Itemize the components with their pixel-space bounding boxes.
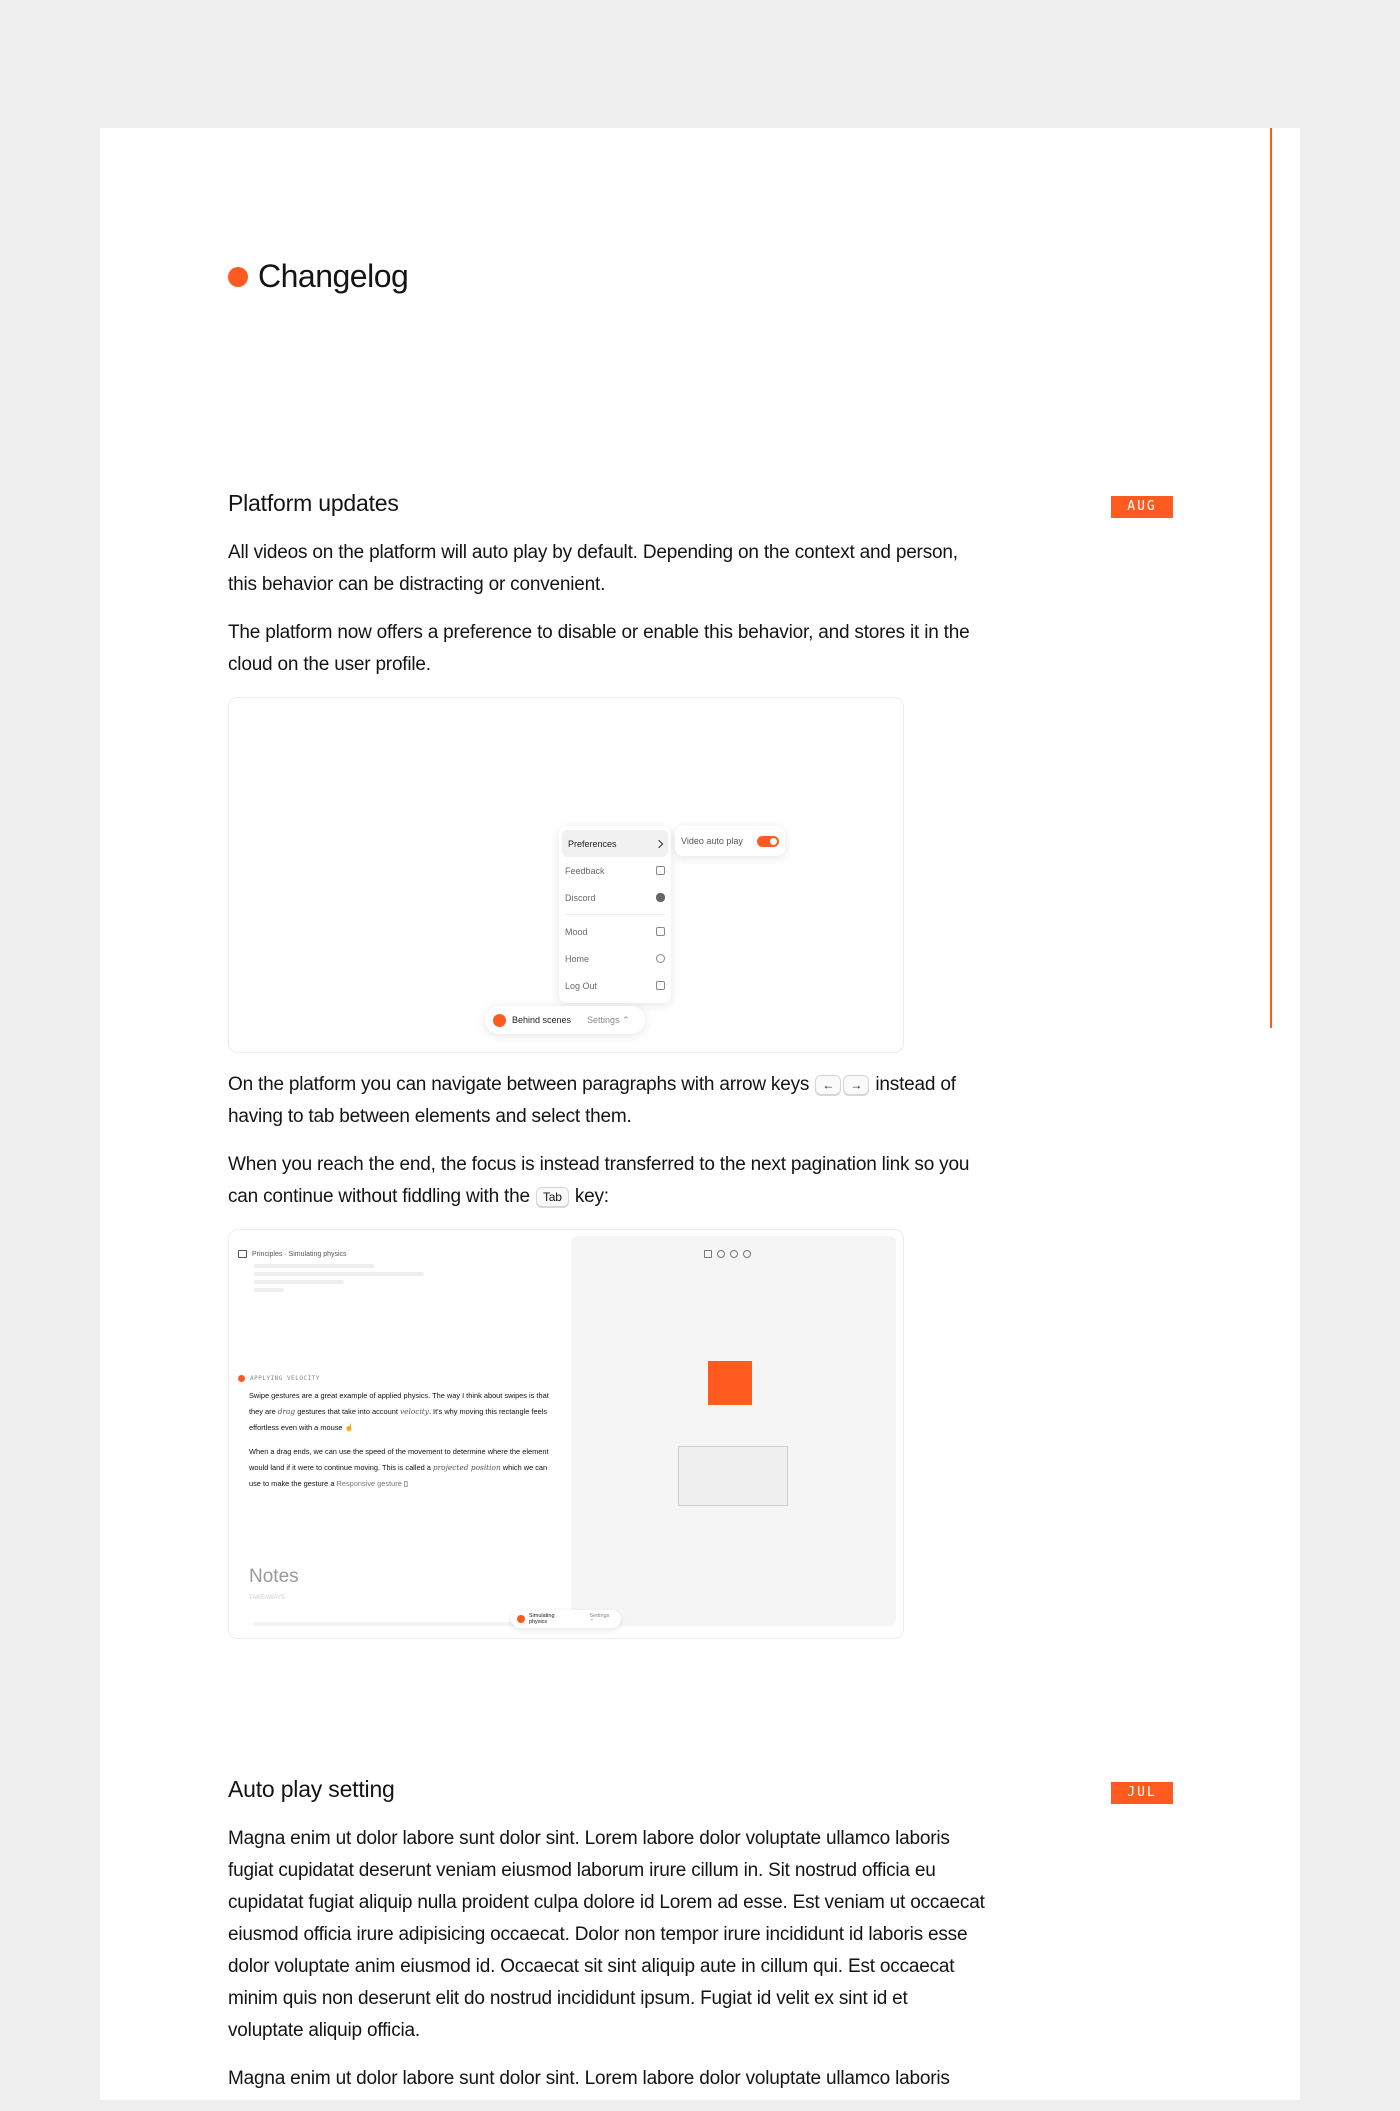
responsive-gesture-link[interactable]: Responsive gesture xyxy=(336,1479,402,1488)
notes-subtitle: TAKEAWAYS xyxy=(249,1595,286,1601)
refresh-icon[interactable] xyxy=(717,1250,725,1258)
breadcrumb-text: Principles · Simulating physics xyxy=(252,1250,347,1258)
brand-dot-icon xyxy=(493,1014,506,1027)
preferences-menu xyxy=(559,826,671,1003)
menu-item-label: Feedback xyxy=(565,865,605,876)
demo-canvas xyxy=(571,1236,896,1626)
mini-paragraph: When a drag ends, we can use the speed of the movement to determine where the element would land if it were to continue moving. This is called a projected position which we can use to make the gesture a Responsive gesture ▯ xyxy=(249,1447,549,1488)
page-title-text: Changelog xyxy=(258,258,409,294)
entry-paragraph: Magna enim ut dolor labore sunt dolor sint. Lorem labore dolor voluptate ullamco laboris xyxy=(228,2068,950,2089)
page-title xyxy=(228,258,408,295)
tab-key: Tab xyxy=(536,1187,569,1207)
video-auto-play-label: Video auto play xyxy=(681,836,743,846)
entry-paragraph: All videos on the platform will auto play by default. Depending on the context and person, this behavior can be distracting or convenient. xyxy=(228,542,958,595)
brand-dot-icon xyxy=(228,267,248,287)
chevron-right-icon xyxy=(655,839,663,847)
draggable-rectangle[interactable] xyxy=(708,1361,752,1405)
entry-paragraph: Magna enim ut dolor labore sunt dolor sint. Lorem labore dolor voluptate ullamco laboris fugiat cupidatat deserunt veniam eiusmod laborum irure cillum in. Sit nostrud officia eu cupidatat fugiat aliquip nulla proident culpa dolore id Lorem ad esse. Est veniam ut occaecat eiusmod officia irure adipisicing occaecat. Dolor non tempor irure incididunt id laboris esse dolor voluptate anim eiusmod id. Occaecat sit sint aliquip aute in cillum qui. Est occaecat minim quis non deserunt elit do nostrud incididunt ipsum. Fugiat id velit ex sint id et voluptate aliquip officia. xyxy=(228,1828,985,2041)
menu-item-feedback[interactable] xyxy=(559,857,671,884)
demo-toolbar xyxy=(704,1250,751,1258)
timeline-line xyxy=(1270,128,1272,1028)
pill-label: Simulating physics xyxy=(528,1613,555,1625)
breadcrumb xyxy=(238,1250,347,1258)
menu-item-preferences[interactable] xyxy=(562,830,668,857)
menu-item-label: Log Out xyxy=(565,980,598,991)
simulating-physics-screenshot xyxy=(228,1229,904,1639)
preferences-screenshot xyxy=(228,697,904,1053)
entry-title: Auto play setting xyxy=(228,1776,395,1802)
code-icon[interactable] xyxy=(743,1250,751,1258)
arrow-left-key: ← xyxy=(815,1075,841,1095)
feedback-icon xyxy=(656,866,665,875)
menu-item-mood[interactable] xyxy=(559,918,671,945)
para-text: When you reach the end, the focus is instead transferred to the next pagination link so you can continue without fiddling with the xyxy=(228,1154,970,1207)
navigation-paragraph xyxy=(228,1069,988,1133)
video-auto-play-toggle[interactable] xyxy=(757,836,779,847)
pagination-paragraph xyxy=(228,1149,988,1213)
para-text: key: xyxy=(574,1186,609,1207)
entry-paragraph: The platform now offers a preference to disable or enable this behavior, and stores it in the cloud on the user profile. xyxy=(228,622,970,675)
menu-item-label: Mood xyxy=(565,926,588,937)
section-label-text: APPLYING VELOCITY xyxy=(250,1375,320,1382)
menu-item-discord[interactable] xyxy=(559,884,671,911)
mini-paragraph: Swipe gestures are a great example of applied physics. The way I think about swipes is that they are drag gestures that take into account velocity. It's why moving this rectangle feels effortless even with a mouse ☝ xyxy=(249,1391,549,1432)
menu-item-label: Home xyxy=(565,953,590,964)
settings-dropdown[interactable]: Settings ⌃ xyxy=(589,1613,610,1625)
code-snippet-line xyxy=(254,1272,424,1276)
menu-divider xyxy=(565,914,665,915)
notes-title: Notes xyxy=(249,1566,299,1587)
changelog-card xyxy=(100,128,1300,2100)
changelog-entry xyxy=(228,1776,988,2111)
sidebar-icon xyxy=(238,1250,247,1258)
arrow-right-key: → xyxy=(843,1075,869,1095)
code-snippet-line xyxy=(254,1280,344,1284)
menu-item-label: Discord xyxy=(565,892,596,903)
date-badge-entry-2: JUL 24 xyxy=(1111,1782,1173,1804)
entry-title: Platform updates xyxy=(228,490,399,516)
code-snippet-line xyxy=(254,1288,284,1292)
book-icon: ▯ xyxy=(403,1479,408,1488)
para-text: instead of having to tab between elements and select them. xyxy=(228,1074,956,1127)
discord-icon xyxy=(656,893,665,902)
log-out-icon xyxy=(656,981,665,990)
behind-scenes-pill[interactable] xyxy=(485,1006,645,1034)
section-label xyxy=(238,1375,320,1382)
pill-label: Behind scenes xyxy=(512,1015,572,1025)
notes-placeholder-line xyxy=(253,1622,523,1626)
drop-target-area xyxy=(678,1446,788,1506)
brand-dot-icon xyxy=(517,1615,525,1623)
date-badge-entry-1: AUG 23 xyxy=(1111,496,1173,518)
menu-item-home[interactable] xyxy=(559,945,671,972)
fullscreen-icon[interactable] xyxy=(704,1250,712,1258)
article-pane xyxy=(229,1230,569,1638)
mood-icon xyxy=(656,927,665,936)
simulating-physics-pill[interactable] xyxy=(511,1610,621,1628)
section-dot-icon xyxy=(238,1375,245,1382)
home-icon xyxy=(656,954,665,963)
menu-item-log-out[interactable] xyxy=(559,972,671,999)
settings-dropdown[interactable]: Settings ⌃ xyxy=(587,1014,630,1025)
code-snippet-line xyxy=(254,1264,374,1268)
video-auto-play-submenu xyxy=(675,826,785,856)
replay-icon[interactable] xyxy=(730,1250,738,1258)
changelog-entry xyxy=(228,490,988,1655)
menu-item-label: Preferences xyxy=(568,838,617,849)
para-text: On the platform you can navigate between paragraphs with arrow keys xyxy=(228,1074,810,1095)
